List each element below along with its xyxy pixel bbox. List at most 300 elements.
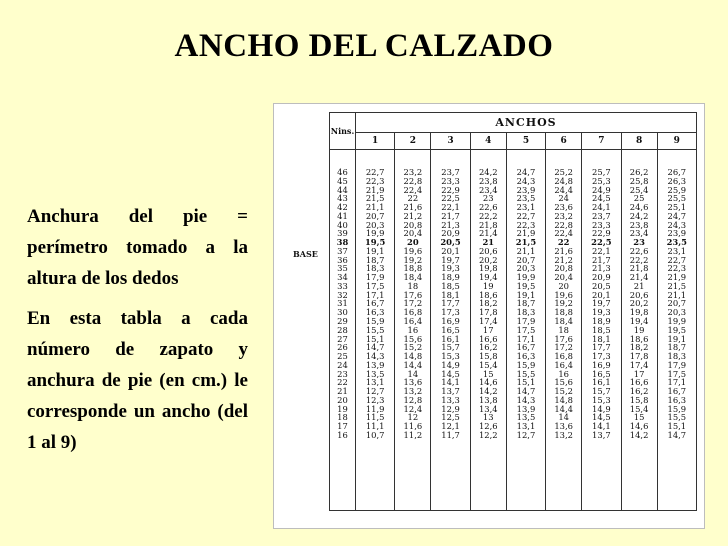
table-cell: 23,8 (629, 219, 649, 230)
table-cell: 20,8 (403, 219, 423, 230)
table-cell: 15,3 (592, 394, 611, 405)
table-cell: 13,7 (592, 429, 611, 440)
table-cell: 21,7 (592, 254, 611, 265)
table-cell: 21,6 (554, 245, 573, 256)
table-cell: 22,9 (441, 184, 460, 195)
table-cell: 12 (407, 412, 419, 423)
table-cell: 13 (482, 412, 494, 423)
table-cell: 25 (633, 193, 645, 204)
table-cell: 19,9 (667, 316, 687, 327)
table-cell: 21,4 (629, 272, 649, 283)
table-cell: 24,8 (554, 175, 573, 186)
table-cell: 17,9 (516, 316, 536, 327)
table-cell: 21,1 (365, 202, 385, 213)
table-cell: 23,2 (403, 167, 423, 177)
table-cell: 17,4 (629, 359, 649, 370)
table-cell: 17 (482, 324, 494, 335)
table-cell: 24,6 (629, 202, 649, 213)
table-cell: 21,4 (478, 228, 498, 239)
table-cell: 20 (407, 237, 419, 248)
table-cell: 24,2 (478, 167, 498, 177)
table-cell: 20,7 (667, 298, 687, 309)
table-cell: 18,9 (441, 272, 460, 283)
table-cell: 14,8 (403, 351, 423, 362)
table-cell: 19,3 (592, 307, 611, 318)
table-cell: 19,1 (516, 289, 536, 300)
table-cell: 22,6 (478, 202, 498, 213)
table-cell: 20,7 (365, 210, 385, 221)
table-cell: 24 (558, 193, 569, 204)
table-cell: 17,3 (441, 307, 460, 318)
table-cell: 26,7 (667, 167, 687, 177)
shoe-number-column (330, 150, 356, 511)
foot-width-definition: Anchura del pie = perímetro tomado a la altura de los dedos (27, 206, 248, 289)
table-cell: 22,6 (629, 245, 649, 256)
table-cell: 31 (337, 298, 348, 309)
table-cell: 14,8 (554, 394, 573, 405)
table-cell: 19,6 (403, 245, 423, 256)
table-cell: 22,3 (667, 263, 687, 274)
table-cell: 23,9 (516, 184, 536, 195)
table-explanation: En esta tabla a cada número de zapato y anchura de pie (en cm.) le corresponde un ancho (del 1 al 9) (27, 308, 248, 453)
table-cell: 18,7 (516, 298, 536, 309)
table-cell: 25,2 (554, 167, 573, 177)
table-cell: 23,7 (592, 210, 611, 221)
table-cell: 15,9 (365, 316, 385, 327)
table-cell: 15,9 (667, 403, 687, 414)
table-cell: 19,5 (516, 280, 536, 291)
table-cell: 22,1 (441, 202, 460, 213)
table-cell: 25,7 (592, 167, 611, 177)
table-cell: 13,9 (516, 403, 536, 414)
table-cell: 16,4 (554, 359, 573, 370)
table-cell: 12,6 (478, 421, 498, 432)
table-cell: 18,4 (403, 272, 423, 283)
width-column-header: 8 (621, 133, 657, 150)
table-cell: 20,9 (441, 228, 460, 239)
width-column-header: 4 (470, 133, 506, 150)
table-cell: 16 (558, 368, 569, 379)
table-cell: 12,8 (403, 394, 423, 405)
table-cell: 16,7 (365, 298, 385, 309)
table-cell: 22,8 (403, 175, 423, 186)
table-cell: 11,7 (441, 429, 460, 440)
table-cell: 22,8 (554, 219, 573, 230)
table-cell: 25,1 (667, 202, 687, 213)
table-cell: 24,9 (592, 184, 611, 195)
table-cell: 34 (337, 272, 348, 283)
table-cell: 11,5 (365, 412, 385, 423)
table-cell: 17,1 (365, 289, 385, 300)
table-cell: 14,4 (554, 403, 573, 414)
table-cell: 13,4 (478, 403, 498, 414)
table-cell: 11,1 (365, 421, 385, 432)
table-cell: 21 (482, 237, 495, 248)
table-cell: 18,6 (478, 289, 498, 300)
table-cell: 18,5 (441, 280, 460, 291)
table-cell: 20,6 (478, 245, 498, 256)
table-cell: 15,8 (478, 351, 498, 362)
table-cell: 22 (337, 377, 348, 388)
table-cell: 19,2 (403, 254, 423, 265)
table-cell: 14,3 (365, 351, 385, 362)
table-cell: 17,1 (516, 333, 536, 344)
table-cell: 40 (337, 219, 348, 230)
table-cell: 12,5 (441, 412, 460, 423)
base-label: BASE (293, 249, 318, 259)
table-cell: 13,5 (516, 412, 536, 423)
table-cell: 16,3 (516, 351, 536, 362)
width-column (431, 150, 470, 511)
table-cell: 14,5 (441, 368, 460, 379)
table-cell: 15,9 (516, 359, 536, 370)
table-cell: 21,9 (516, 228, 536, 239)
table-cell: 21,8 (629, 263, 649, 274)
table-cell: 16,9 (592, 359, 611, 370)
width-column-header: 1 (356, 133, 395, 150)
table-cell: 21 (633, 280, 645, 291)
table-cell: 16,2 (478, 342, 498, 353)
table-cell: 30 (337, 307, 348, 318)
table-cell: 19,4 (629, 316, 649, 327)
table-cell: 16,1 (441, 333, 460, 344)
table-cell: 17,9 (667, 359, 687, 370)
table-cell: 22,4 (403, 184, 423, 195)
table-cell: 18,6 (629, 333, 649, 344)
table-cell: 14,6 (629, 421, 649, 432)
table-cell: 15,5 (516, 368, 536, 379)
table-cell: 14,2 (478, 386, 498, 397)
table-cell: 36 (337, 254, 348, 265)
table-cell: 15,5 (365, 324, 385, 335)
table-cell: 21,1 (516, 245, 536, 256)
table-cell: 11,2 (403, 429, 423, 440)
table-cell: 33 (337, 280, 348, 291)
table-cell: 17,9 (365, 272, 385, 283)
table-cell: 20,5 (440, 237, 461, 248)
table-cell: 14,3 (516, 394, 536, 405)
page-title: ANCHO DEL CALZADO (174, 28, 554, 64)
table-cell: 23,3 (441, 175, 460, 186)
table-cell: 18,2 (478, 298, 498, 309)
table-cell: 18,1 (441, 289, 460, 300)
table-cell: 20,4 (554, 272, 573, 283)
shoe-width-table (329, 112, 697, 511)
table-cell: 22,1 (592, 245, 611, 256)
table-cell: 20,6 (629, 289, 649, 300)
table-cell: 17,4 (478, 316, 498, 327)
table-cell: 23,1 (667, 245, 687, 256)
table-cell: 24,5 (592, 193, 611, 204)
table-cell: 16,6 (478, 333, 498, 344)
table-cell: 35 (337, 263, 348, 274)
table-cell: 19,5 (364, 237, 386, 248)
table-cell: 19,8 (478, 263, 498, 274)
table-cell: 41 (337, 210, 348, 221)
table-cell: 20,5 (592, 280, 611, 291)
table-cell: 20,9 (592, 272, 611, 283)
table-cell: 20,3 (516, 263, 536, 274)
table-cell: 21,9 (365, 184, 385, 195)
table-cell: 14,6 (478, 377, 498, 388)
table-cell: 18,3 (365, 263, 385, 274)
table-cell: 18,8 (403, 263, 423, 274)
table-cell: 19,4 (478, 272, 498, 283)
table-cell: 20 (337, 394, 348, 405)
table-cell: 16,6 (629, 377, 649, 388)
width-column-header: 6 (546, 133, 582, 150)
table-cell: 19 (337, 403, 348, 414)
table-cell: 25,4 (629, 184, 649, 195)
table-cell: 12,4 (403, 403, 423, 414)
table-cell: 23,9 (667, 228, 687, 239)
table-cell: 21,8 (478, 219, 498, 230)
table-cell: 17,8 (478, 307, 498, 318)
table-cell: 45 (337, 175, 348, 186)
table-cell: 15,2 (403, 342, 423, 353)
table-cell: 15,6 (554, 377, 573, 388)
table-cell: 26 (337, 342, 348, 353)
table-cell: 13,1 (365, 377, 385, 388)
table-cell: 17,6 (554, 333, 573, 344)
table-cell: 22,7 (667, 254, 687, 265)
table-cell: 37 (337, 245, 348, 256)
table-cell: 20,3 (667, 307, 687, 318)
table-cell: 18 (337, 412, 348, 423)
table-cell: 22,9 (592, 228, 611, 239)
table-cell: 16,3 (667, 394, 687, 405)
table-cell: 22 (557, 237, 570, 248)
table-cell: 18 (558, 324, 569, 335)
table-cell: 22,5 (441, 193, 460, 204)
table-cell: 15,7 (592, 386, 611, 397)
table-cell: 46 (337, 167, 348, 177)
table-cell: 15,6 (403, 333, 423, 344)
table-cell: 16,5 (441, 324, 460, 335)
table-cell: 18,8 (554, 307, 573, 318)
table-cell: 16,5 (592, 368, 611, 379)
table-cell: 22,5 (591, 237, 612, 248)
width-column (470, 150, 506, 511)
table-cell: 12,2 (478, 429, 498, 440)
table-cell: 23 (633, 237, 645, 248)
table-cell: 12,3 (365, 394, 385, 405)
table-cell: 22,4 (554, 228, 573, 239)
table-cell: 22,2 (478, 210, 498, 221)
table-cell: 14,1 (441, 377, 460, 388)
table-cell: 10,7 (365, 429, 385, 440)
table-cell: 14,4 (403, 359, 423, 370)
table-cell: 17,7 (441, 298, 460, 309)
table-cell: 14,7 (516, 386, 536, 397)
table-cell: 25 (337, 351, 348, 362)
table-cell: 23,1 (516, 202, 536, 213)
table-cell: 19,6 (554, 289, 573, 300)
table-cell: 24,3 (516, 175, 536, 186)
table-cell: 16,4 (403, 316, 423, 327)
width-column-header: 5 (506, 133, 545, 150)
table-cell: 19 (482, 280, 494, 291)
width-column-header: 9 (657, 133, 696, 150)
table-cell: 18,7 (365, 254, 385, 265)
table-cell: 14 (407, 368, 419, 379)
table-cell: 15,7 (441, 342, 460, 353)
table-cell: 11,9 (365, 403, 385, 414)
table-cell: 21,9 (667, 272, 687, 283)
width-column (506, 150, 545, 511)
table-cell: 19,7 (592, 298, 611, 309)
table-cell: 21,2 (554, 254, 573, 265)
table-cell: 18,1 (592, 333, 611, 344)
width-column-header: 7 (582, 133, 621, 150)
table-cell: 17,5 (667, 368, 687, 379)
table-cell: 22,7 (365, 167, 385, 177)
table-cell: 23,5 (666, 237, 688, 248)
table-cell: 23 (337, 368, 348, 379)
table-cell: 12,7 (365, 386, 385, 397)
table-cell: 22,3 (365, 175, 385, 186)
table-cell: 13,3 (441, 394, 460, 405)
table-cell: 13,5 (365, 368, 385, 379)
table-cell: 19,9 (516, 272, 536, 283)
table-cell: 17,2 (554, 342, 573, 353)
table-cell: 20,1 (441, 245, 460, 256)
table-cell: 25,8 (629, 175, 649, 186)
table-cell: 13,9 (365, 359, 385, 370)
table-cell: 15,3 (441, 351, 460, 362)
table-cell: 16,3 (365, 307, 385, 318)
table-cell: 16,7 (667, 386, 687, 397)
table-cell: 16,2 (629, 386, 649, 397)
table-cell: 20,7 (516, 254, 536, 265)
table-cell: 13,2 (554, 429, 573, 440)
table-cell: 17 (633, 368, 645, 379)
table-cell: 18,4 (554, 316, 573, 327)
table-cell: 17,6 (403, 289, 423, 300)
table-cell: 15 (482, 368, 494, 379)
table-cell: 21,3 (592, 263, 611, 274)
table-cell: 23,3 (592, 219, 611, 230)
table-cell: 17 (337, 421, 348, 432)
widths-header: ANCHOS (356, 113, 697, 133)
table-cell: 18 (407, 280, 419, 291)
table-cell: 14,9 (592, 403, 611, 414)
table-cell: 26,3 (667, 175, 687, 186)
table-cell: 19 (633, 324, 645, 335)
table-cell: 18,3 (516, 307, 536, 318)
table-cell: 22,2 (629, 254, 649, 265)
table-cell: 44 (337, 184, 348, 195)
table-cell: 26,2 (629, 167, 649, 177)
table-cell: 15,2 (554, 386, 573, 397)
table-cell: 20,4 (403, 228, 423, 239)
table-cell: 21,1 (667, 289, 687, 300)
table-cell: 17,5 (365, 280, 385, 291)
table-cell: 25,9 (667, 184, 687, 195)
table-cell: 15,4 (629, 403, 649, 414)
table-cell: 25,3 (592, 175, 611, 186)
table-cell: 23,4 (478, 184, 498, 195)
table-cell: 19,5 (667, 324, 687, 335)
table-cell: 25,5 (667, 193, 687, 204)
table-cell: 13,7 (441, 386, 460, 397)
width-column-header: 2 (395, 133, 431, 150)
table-cell: 43 (337, 193, 348, 204)
width-column-header: 3 (431, 133, 470, 150)
table-cell: 19,1 (365, 245, 385, 256)
table-cell: 19,1 (667, 333, 687, 344)
table-cell: 29 (337, 316, 348, 327)
table-cell: 14,9 (441, 359, 460, 370)
table-cell: 28 (337, 324, 348, 335)
table-cell: 22,7 (516, 210, 536, 221)
table-cell: 27 (337, 333, 348, 344)
table-cell: 16,8 (554, 351, 573, 362)
table-cell: 22,3 (516, 219, 536, 230)
table-cell: 18,7 (667, 342, 687, 353)
table-cell: 39 (337, 228, 348, 239)
table-cell: 18,2 (629, 342, 649, 353)
table-cell: 24,7 (667, 210, 687, 221)
table-cell: 14,7 (667, 429, 687, 440)
table-cell: 13,2 (403, 386, 423, 397)
table-cell: 20,3 (365, 219, 385, 230)
table-cell: 15,5 (667, 412, 687, 423)
table-cell: 23 (482, 193, 494, 204)
table-cell: 21,7 (441, 210, 460, 221)
table-cell: 19,2 (554, 298, 573, 309)
table-cell: 20,1 (592, 289, 611, 300)
table-cell: 16 (407, 324, 419, 335)
table-cell: 15,8 (629, 394, 649, 405)
table-cell: 14,7 (365, 342, 385, 353)
table-cell: 14,2 (629, 429, 649, 440)
table-cell: 13,6 (403, 377, 423, 388)
table-cell: 16,9 (441, 316, 460, 327)
table-cell: 15,1 (365, 333, 385, 344)
table-cell: 18,9 (592, 316, 611, 327)
table-cell: 21 (337, 386, 348, 397)
table-cell: 16,8 (403, 307, 423, 318)
table-cell: 24,4 (554, 184, 573, 195)
table-cell: 32 (337, 289, 348, 300)
table-cell: 23,2 (554, 210, 573, 221)
table-cell: 23,6 (554, 202, 573, 213)
table-cell: 21,5 (667, 280, 687, 291)
table-cell: 20,2 (629, 298, 649, 309)
table-cell: 16,1 (592, 377, 611, 388)
table-cell: 24,2 (629, 210, 649, 221)
table-cell: 13,6 (554, 421, 573, 432)
table-cell: 18,5 (592, 324, 611, 335)
width-column (582, 150, 621, 511)
table-cell: 20,2 (478, 254, 498, 265)
table-cell: 23,4 (629, 228, 649, 239)
table-cell: 24,1 (592, 202, 611, 213)
table-cell: 17,2 (403, 298, 423, 309)
table-cell: 18,3 (667, 351, 687, 362)
width-column (546, 150, 582, 511)
table-cell: 17,7 (592, 342, 611, 353)
table-cell: 19,8 (629, 307, 649, 318)
table-cell: 15,4 (478, 359, 498, 370)
table-cell: 11,6 (403, 421, 423, 432)
table-cell: 15 (633, 412, 645, 423)
table-cell: 17,1 (667, 377, 687, 388)
table-cell: 20 (558, 280, 569, 291)
table-cell: 19,3 (441, 263, 460, 274)
table-cell: 24 (337, 359, 348, 370)
